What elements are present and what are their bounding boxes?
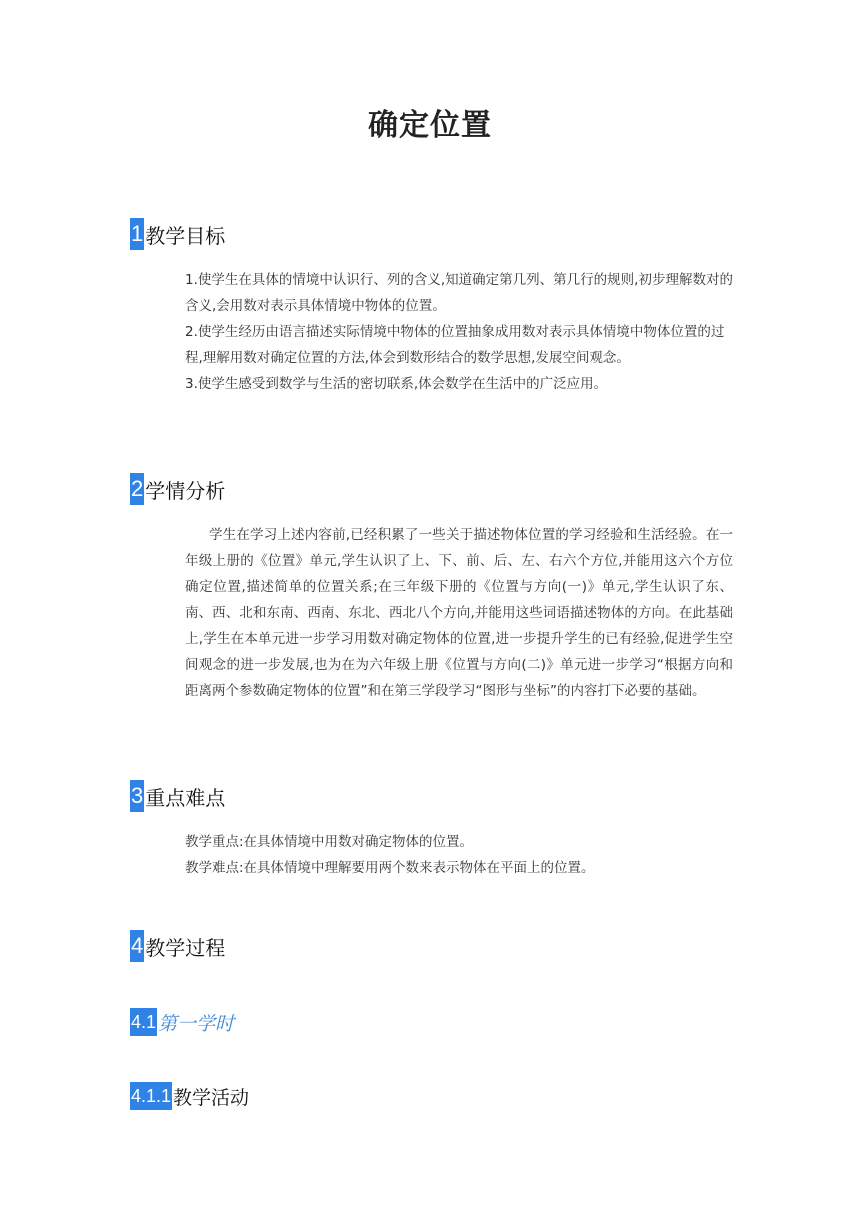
- list-item: 教学难点:在具体情境中理解要用两个数来表示物体在平面上的位置。: [185, 860, 595, 876]
- section-heading-process: [130, 930, 225, 962]
- subsubsection-heading: [130, 1082, 249, 1110]
- section-number: 3: [130, 780, 144, 812]
- subsection-title: 第一学时: [158, 1012, 235, 1035]
- list-item: 1.使学生在具体的情境中认识行、列的含义,知道确定第几列、第几行的规则,初步理解数对的含义,会用数对表示具体情境中物体的位置。: [185, 272, 733, 314]
- subsection-heading: [130, 1008, 234, 1036]
- subsection-number: 4.1: [130, 1008, 157, 1036]
- list-item: 2.使学生经历由语言描述实际情境中物体的位置抽象成用数对表示具体情境中物体位置的过程,理解用数对确定位置的方法,体会到数形结合的数学思想,发展空间观念。: [185, 324, 725, 366]
- section-title: 学情分析: [145, 478, 226, 503]
- page-title: 确定位置: [368, 108, 492, 143]
- objectives-list: [185, 267, 733, 397]
- analysis-body: [185, 522, 733, 704]
- section-number: 4: [130, 930, 144, 962]
- list-item: 教学重点:在具体情境中用数对确定物体的位置。: [185, 834, 474, 850]
- subsubsection-title: 教学活动: [173, 1086, 250, 1109]
- section-title: 重点难点: [145, 785, 226, 810]
- section-number: 2: [130, 473, 144, 505]
- keypoints-list: [185, 829, 733, 881]
- subsubsection-number: 4.1.1: [130, 1082, 172, 1110]
- section-title: 教学目标: [145, 223, 226, 248]
- section-heading-keypoints: [130, 780, 225, 812]
- analysis-paragraph: 学生在学习上述内容前,已经积累了一些关于描述物体位置的学习经验和生活经验。在一年级上册的《位置》单元,学生认识了上、下、前、后、左、右六个方位,并能用这六个方位确定位置,描述简单的位置关系;在三年级下册的《位置与方向(一)》单元,学生认识了东、南、西、北和东南、西南、东北、西北八个方向,并能用这些词语描述物体的方向。在此基础上,学生在本单元进一步学习用数对确定物体的位置,进一步提升学生的已有经验,促进学生空间观念的进一步发展,也为在为六年级上册《位置与方向(二)》单元进一步学习“根据方向和距离两个参数确定物体的位置”和在第三学段学习“图形与坐标”的内容打下必要的基础。: [185, 527, 733, 699]
- section-heading-objectives: [130, 218, 225, 250]
- list-item: 3.使学生感受到数学与生活的密切联系,体会数学在生活中的广泛应用。: [185, 376, 608, 392]
- section-number: 1: [130, 218, 144, 250]
- section-title: 教学过程: [145, 935, 226, 960]
- section-heading-analysis: [130, 473, 225, 505]
